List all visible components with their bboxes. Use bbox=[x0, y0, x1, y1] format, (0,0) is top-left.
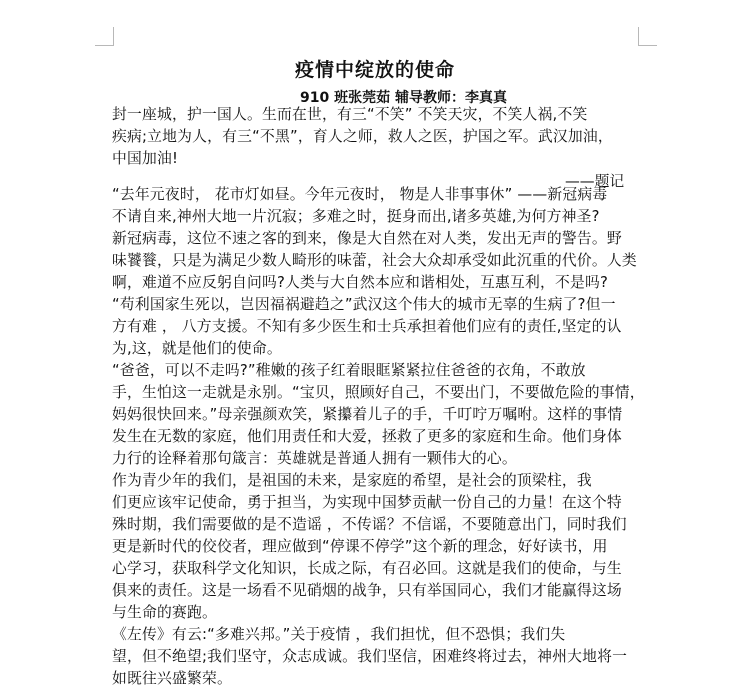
body-line: 心学习，获取科学文化知识，长成之际，有召必回。这就是我们的使命，与生 bbox=[112, 560, 622, 577]
body-line: 啊，难道不应反躬自问吗?人类与大自然本应和谐相处，互惠互利，不是吗? bbox=[112, 274, 609, 291]
author-byline: 910 班张莞茹 辅导教师：李真真 bbox=[300, 90, 507, 106]
body-line: 殊时期，我们需要做的是不造谣 ，不传谣？不信谣，不要随意出门，同时我们 bbox=[112, 516, 627, 533]
body-line: 更是新时代的佼佼者，理应做到“停课不停学”这个新的理念，好好读书，用 bbox=[112, 538, 608, 555]
essay-title: 疫情中绽放的使命 bbox=[294, 59, 455, 81]
body-line: 如既往兴盛繁荣。 bbox=[112, 670, 232, 687]
body-line: 发生在无数的家庭，他们用责任和大爱，拯救了更多的家庭和生命。他们身体 bbox=[112, 428, 622, 445]
body-line: 们更应该牢记使命，勇于担当，为实现中国梦贡献一份自己的力量！在这个特 bbox=[112, 494, 622, 511]
body-line: 力行的诠释着那句箴言：英雄就是普通人拥有一颗伟大的心。 bbox=[112, 450, 517, 467]
body-line: 《左传》有云:“多难兴邦。”关于疫情 ，我们担忧，但不恐惧；我们失 bbox=[112, 626, 566, 643]
body-line: 新冠病毒，这位不速之客的到来，像是大自然在对人类，发出无声的警告。野 bbox=[112, 230, 622, 247]
body-line: “去年元夜时， 花市灯如昼。今年元夜时， 物是人非事事休” ——新冠病毒 bbox=[112, 186, 608, 203]
body-line: 望，但不绝望;我们坚守，众志成诚。我们坚信，困难终将过去，神州大地将一 bbox=[112, 648, 628, 665]
epigraph-line: 封一座城，护一国人。生而在世，有三“不笑” 不笑天灾，不笑人祸,不笑 bbox=[112, 106, 588, 123]
body-line: 方有难 ， 八方支援。不知有多少医生和士兵承担着他们应有的责任,坚定的认 bbox=[112, 318, 622, 335]
epigraph-signature: ——题记 bbox=[565, 173, 625, 190]
body-line: 作为青少年的我们，是祖国的未来，是家庭的希望，是社会的顶梁柱，我 bbox=[112, 472, 592, 489]
body-line: 不请自来,神州大地一片沉寂；多难之时，挺身而出,诸多英雄,为何方神圣? bbox=[112, 208, 600, 225]
epigraph-line: 疾病;立地为人，有三“不黑”，育人之师，救人之医，护国之军。武汉加油， bbox=[112, 128, 613, 145]
body-line: 手，生怕这一走就是永别。“宝贝，照顾好自己，不要出门，不要做危险的事情， bbox=[112, 384, 645, 401]
body-line: 妈妈很快回来。”母亲强颜欢笑，紧攥着儿子的手，千叮咛万嘱咐。这样的事情 bbox=[112, 406, 623, 423]
body-line: 为,这，就是他们的使命。 bbox=[112, 340, 282, 357]
body-line: “爸爸，可以不走吗?”稚嫩的孩子红着眼眶紧紧拉住爸爸的衣角，不敢放 bbox=[112, 362, 586, 379]
page-corner-mark-right bbox=[638, 27, 657, 46]
body-line: “苟利国家生死以，岂因福祸避趋之”武汉这个伟大的城市无辜的生病了?但一 bbox=[112, 296, 616, 313]
page-corner-mark-left bbox=[95, 27, 114, 46]
body-line: 俱来的责任。这是一场看不见硝烟的战争，只有举国同心，我们才能赢得这场 bbox=[112, 582, 622, 599]
epigraph-line: 中国加油! bbox=[112, 150, 179, 167]
body-line: 味饕餮，只是为满足少数人畸形的味蕾，社会大众却承受如此沉重的代价。人类 bbox=[112, 252, 637, 269]
body-line: 与生命的赛跑。 bbox=[112, 604, 217, 621]
